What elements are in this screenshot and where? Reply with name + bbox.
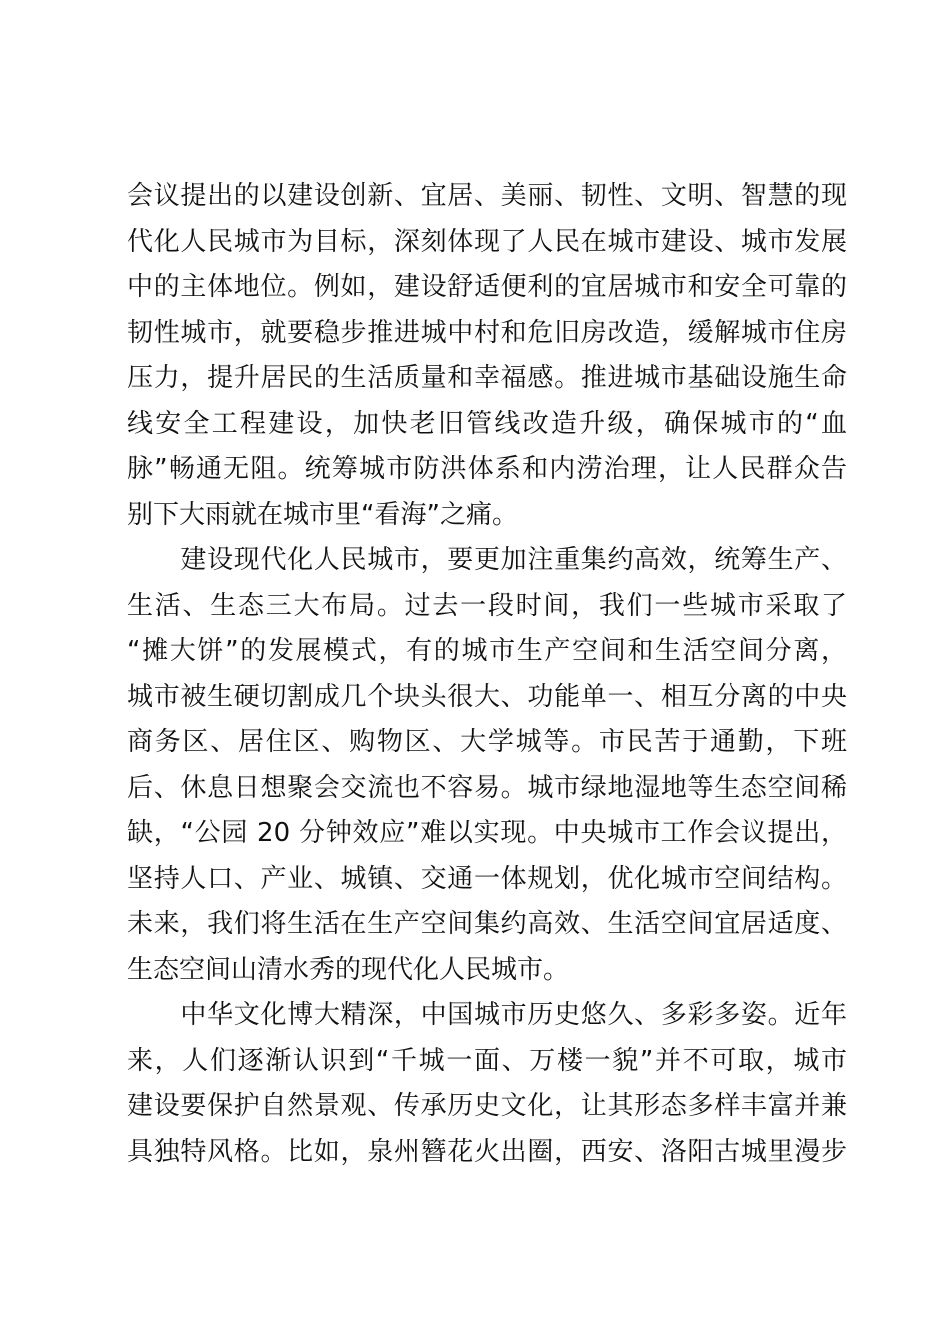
paragraph-1-line-2: 代化人民城市为目标，深刻体现了人民在城市建设、城市发展	[127, 226, 847, 257]
paragraph-1-line-8: 别下大雨就在城市里“看海”之痛。	[127, 499, 518, 530]
paragraph-2-line-2: 生活、生态三大布局。过去一段时间，我们一些城市采取了	[127, 590, 847, 621]
paragraph-2-line-4: 城市被生硬切割成几个块头很大、功能单一、相互分离的中央	[127, 681, 847, 712]
paragraph-3-line-4: 具独特风格。比如，泉州簪花火出圈，西安、洛阳古城里漫步	[127, 1136, 847, 1167]
paragraph-1-line-6: 线安全工程建设，加快老旧管线改造升级，确保城市的“血	[127, 408, 847, 439]
paragraph-2-line-10: 生态空间山清水秀的现代化人民城市。	[127, 954, 570, 985]
paragraph-1-line-7: 脉”畅通无阻。统筹城市防洪体系和内涝治理，让人民群众告	[127, 454, 847, 484]
paragraph-2-line-1: 建设现代化人民城市，要更加注重集约高效，统筹生产、	[127, 545, 847, 575]
paragraph-1-line-4: 韧性城市，就要稳步推进城中村和危旧房改造，缓解城市住房	[127, 317, 847, 348]
paragraph-1-line-5: 压力，提升居民的生活质量和幸福感。推进城市基础设施生命	[127, 363, 847, 393]
paragraph-2-line-5: 商务区、居住区、购物区、大学城等。市民苦于通勤，下班	[127, 727, 847, 757]
paragraph-1-line-3: 中的主体地位。例如，建设舒适便利的宜居城市和安全可靠的	[127, 272, 847, 302]
paragraph-3-line-3: 建设要保护自然景观、传承历史文化，让其形态多样丰富并兼	[127, 1091, 847, 1121]
paragraph-3-line-1: 中华文化博大精深，中国城市历史悠久、多彩多姿。近年	[127, 1000, 847, 1030]
paragraph-2-line-8: 坚持人口、产业、城镇、交通一体规划，优化城市空间结构。	[127, 863, 847, 894]
paragraph-3-line-2: 来，人们逐渐认识到“千城一面、万楼一貌”并不可取，城市	[127, 1045, 847, 1076]
paragraph-2-line-3: “摊大饼”的发展模式，有的城市生产空间和生活空间分离，	[127, 636, 847, 666]
paragraph-1-line-1: 会议提出的以建设创新、宜居、美丽、韧性、文明、智慧的现	[127, 181, 847, 211]
document-body	[127, 174, 847, 1175]
paragraph-2-line-7: 缺，“公园 20 分钟效应”难以实现。中央城市工作会议提出，	[127, 818, 847, 848]
paragraph-2-line-6: 后、休息日想聚会交流也不容易。城市绿地湿地等生态空间稀	[127, 772, 847, 803]
paragraph-2-line-9: 未来，我们将生活在生产空间集约高效、生活空间宜居适度、	[127, 909, 847, 939]
